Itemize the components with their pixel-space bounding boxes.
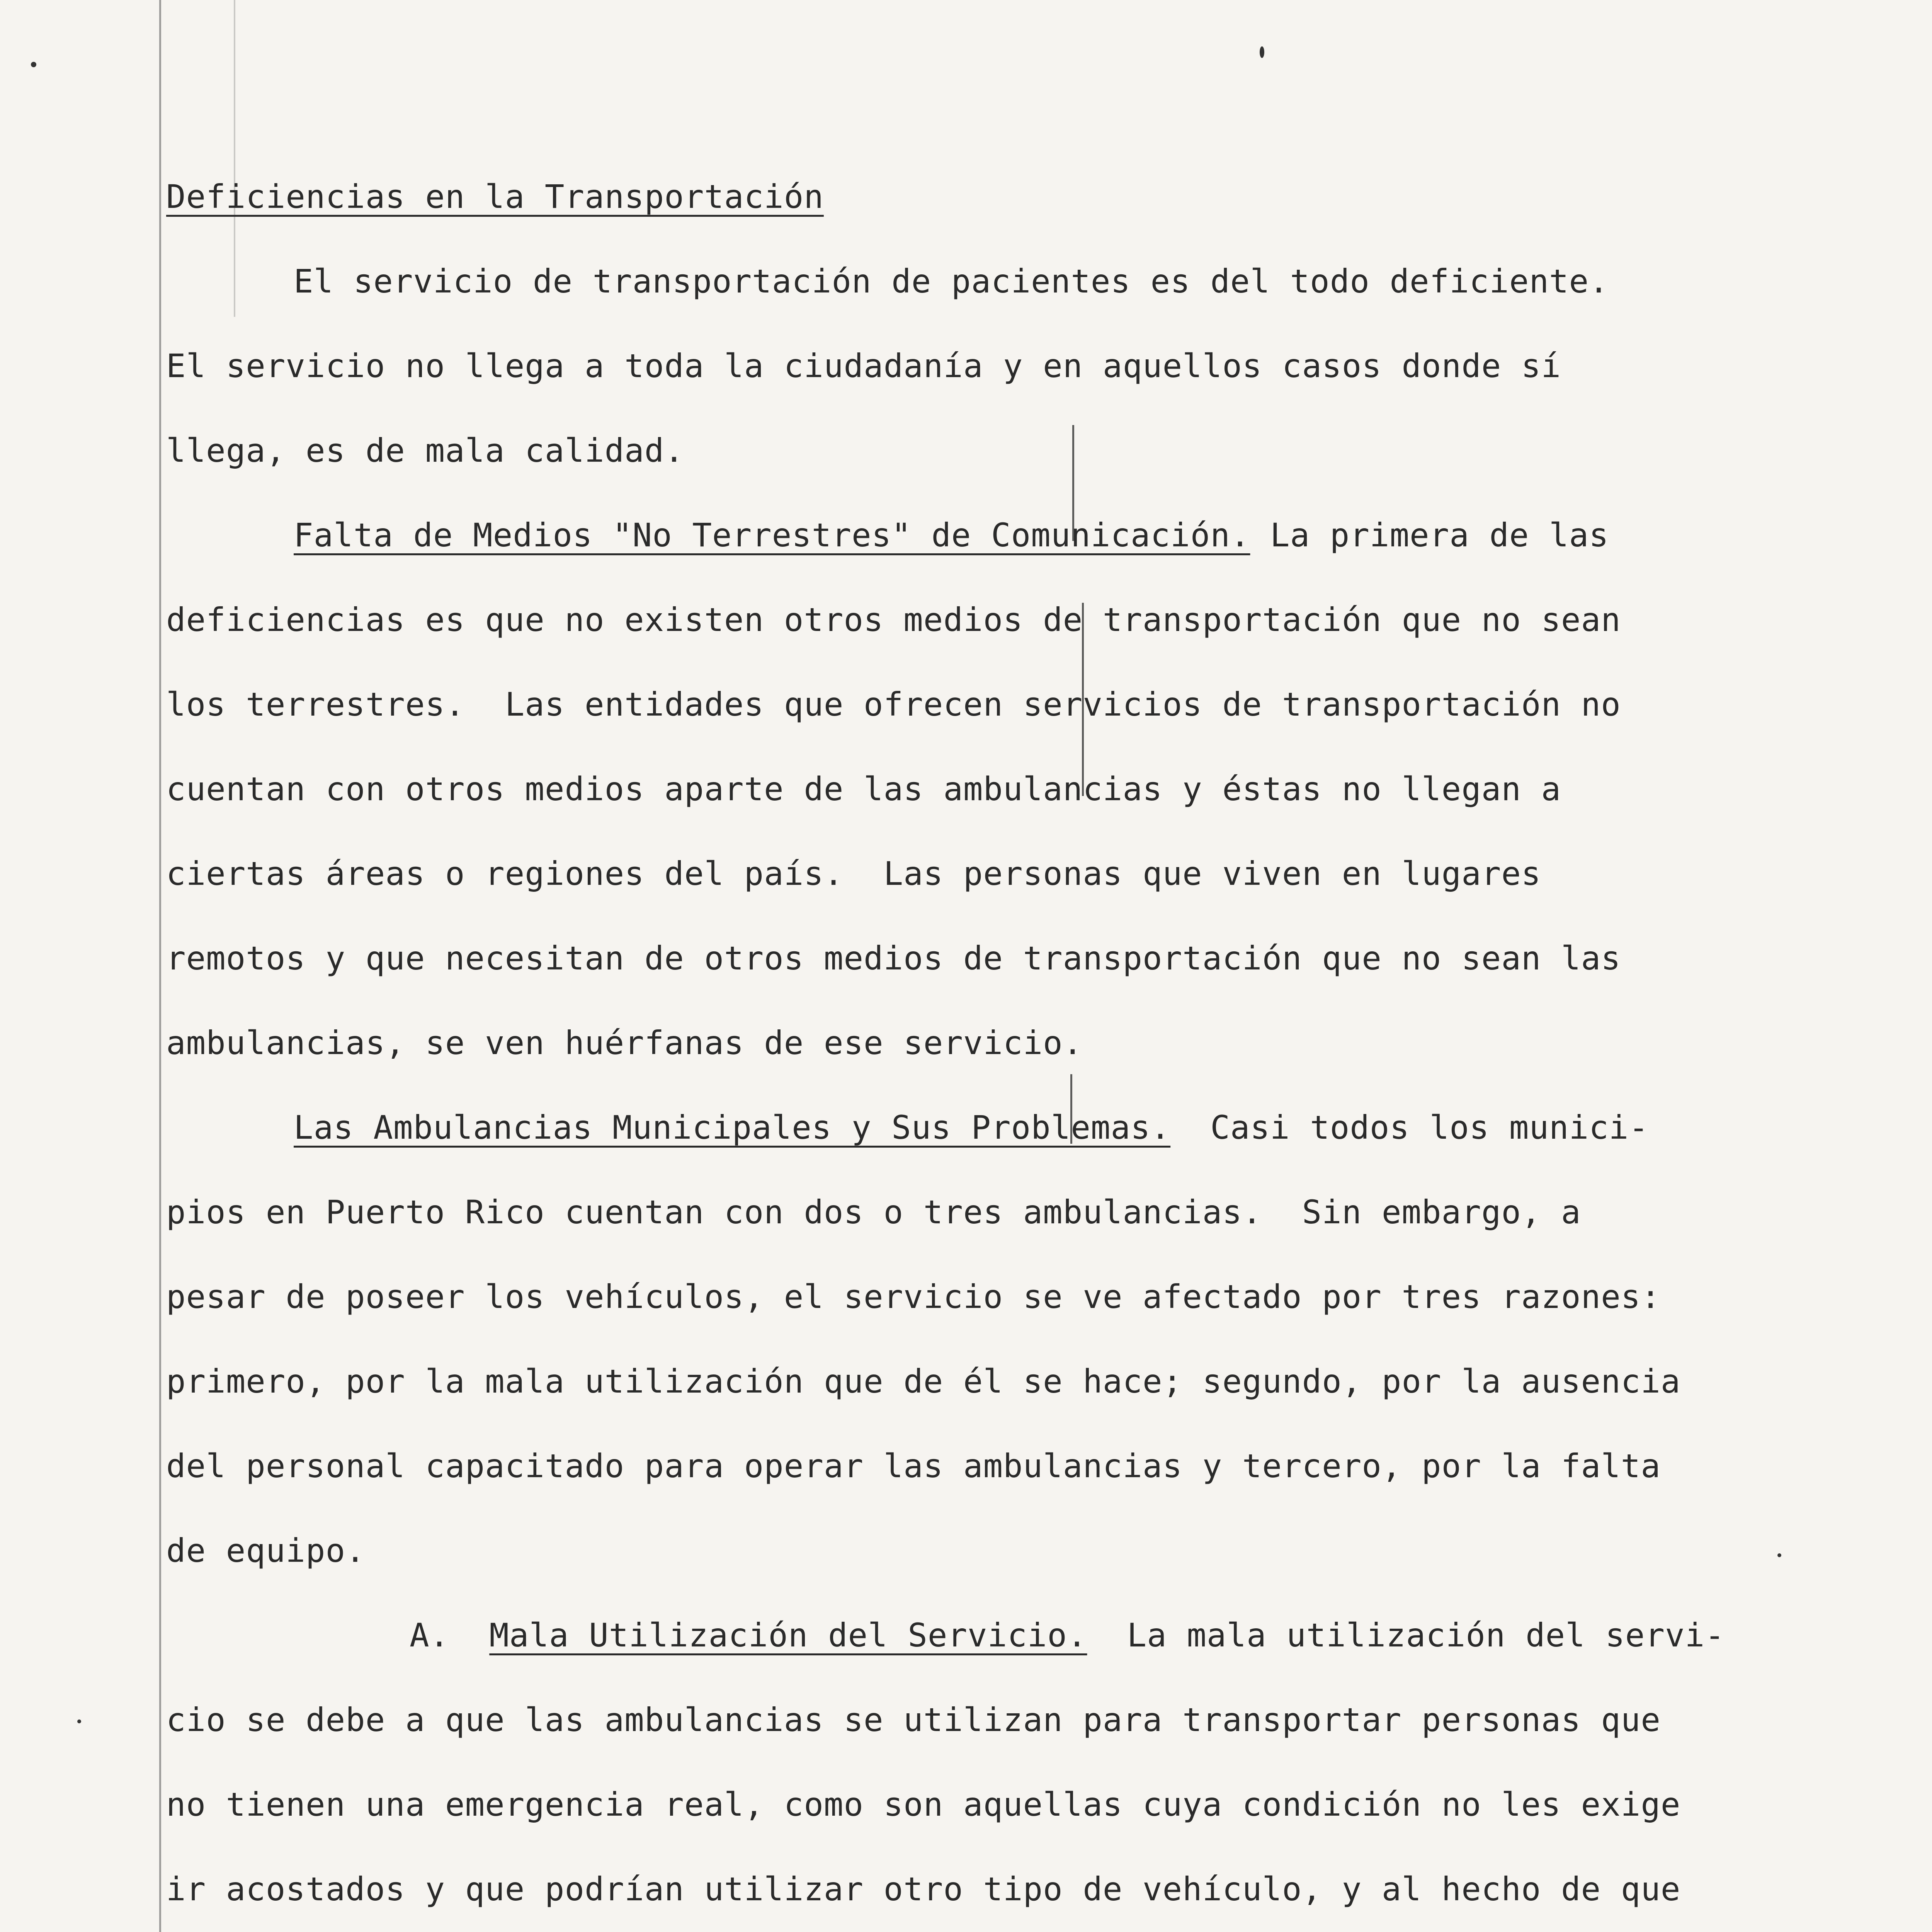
text-line: ciertas áreas o regiones del país. Las personas que viven en lugares [166,855,1541,893]
text-line: pios en Puerto Rico cuentan con dos o tres ambulancias. Sin embargo, a [166,1193,1581,1231]
section-heading: Deficiencias en la Transportación [166,178,824,216]
subsection-title: Las Ambulancias Municipales y Sus Problemas. [294,1109,1171,1146]
text-line: deficiencias es que no existen otros medios de transportación que no sean [166,601,1621,639]
left-margin-rule [159,0,161,1932]
subsection-title: Mala Utilización del Servicio. [489,1616,1087,1654]
text-line: ambulancias, se ven huérfanas de ese servicio. [166,1024,1083,1062]
text-line: remotos y que necesitan de otros medios de transportación que no sean las [166,939,1621,977]
text-line: La primera de las [1250,516,1609,554]
scan-speck [77,1719,81,1723]
document-body [166,155,1828,1932]
text-line: El servicio de transportación de pacientes es del todo deficiente. [294,262,1609,300]
text-line: llega, es de mala calidad. [166,432,684,469]
text-line: primero, por la mala utilización que de él se hace; segundo, por la ausencia [166,1362,1681,1400]
text-line: El servicio no llega a toda la ciudadanía y en aquellos casos donde sí [166,347,1561,385]
text-line: ir acostados y que podrían utilizar otro tipo de vehículo, y al hecho de que [166,1870,1681,1908]
text-line: los terrestres. Las entidades que ofrecen servicios de transportación no [166,685,1621,723]
text-line: cuentan con otros medios aparte de las ambulancias y éstas no llegan a [166,770,1561,808]
item-prefix: A. [410,1616,450,1654]
text-line: de equipo. [166,1532,366,1570]
text-line: Casi todos los munici- [1170,1109,1649,1146]
text-line: cio se debe a que las ambulancias se utilizan para transportar personas que [166,1701,1661,1739]
scan-speck [1260,46,1264,58]
subsection-title: Falta de Medios "No Terrestres" de Comunicación. [294,516,1250,554]
text-line: del personal capacitado para operar las ambulancias y tercero, por la falta [166,1447,1661,1485]
text-line: no tienen una emergencia real, como son aquellas cuya condición no les exige [166,1786,1681,1823]
text-line: pesar de poseer los vehículos, el servicio se ve afectado por tres razones: [166,1278,1661,1316]
text-line: La mala utilización del servi- [1087,1616,1725,1654]
scan-speck [31,62,36,67]
